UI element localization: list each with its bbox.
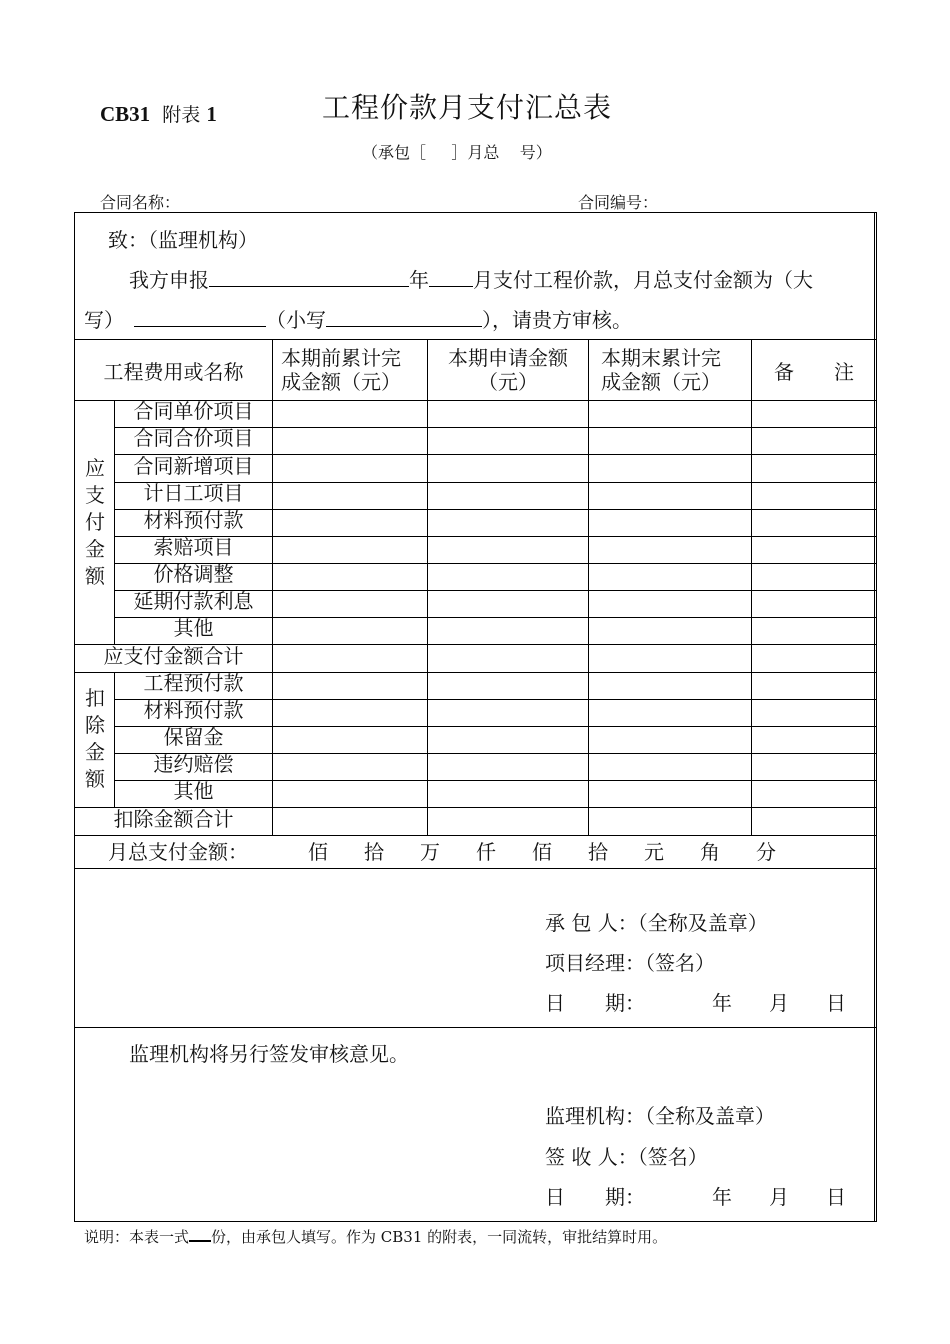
- contractor-month: 月: [769, 991, 789, 1015]
- unit-yuan: 元: [644, 840, 664, 864]
- unit-jiao: 角: [700, 840, 720, 864]
- payable-item: 计日工项目: [143, 481, 244, 505]
- year-blank[interactable]: [209, 268, 409, 287]
- header-prev-cumulative: 本期前累计完成金额（元）: [281, 346, 401, 394]
- unit-bai: 佰: [532, 840, 552, 864]
- payable-item: 合同新增项目: [133, 453, 254, 478]
- to-line: 致：（监理机构）: [108, 228, 258, 252]
- unit-bai: 佰: [308, 840, 328, 864]
- header-remark: 备 注: [774, 359, 854, 384]
- project-manager-label: 项目经理：（签名）: [545, 951, 715, 975]
- amount-figures-blank[interactable]: [326, 308, 482, 327]
- payable-item: 合同合价项目: [133, 426, 254, 450]
- payable-item: 合同单价项目: [133, 399, 254, 423]
- deduct-item: 工程预付款: [143, 671, 244, 695]
- supervisor-day: 日: [826, 1185, 846, 1209]
- deduct-item: 材料预付款: [143, 698, 244, 722]
- header-name: 工程费用或名称: [103, 359, 244, 384]
- payable-item: 索赔项目: [153, 535, 234, 559]
- declare-line-1: 我方申报 年 月支付工程价款，月总支付金额为（大: [129, 268, 813, 292]
- unit-shi: 拾: [364, 840, 384, 864]
- contractor-name-label: 承 包 人：（全称及盖章）: [545, 911, 768, 935]
- header-end-cumulative: 本期末累计完成金额（元）: [601, 346, 721, 394]
- copies-blank[interactable]: [189, 1227, 211, 1242]
- supervisor-name-label: 监理机构：（全称及盖章）: [545, 1104, 775, 1128]
- supervisor-year: 年: [712, 1185, 732, 1209]
- supervisor-opinion: 监理机构将另行签发审核意见。: [129, 1042, 409, 1066]
- supervisor-date-label: 日 期：: [545, 1185, 645, 1209]
- payable-item: 价格调整: [153, 562, 234, 586]
- payable-group-label: 应支付金额: [85, 456, 105, 588]
- supervisor-month: 月: [769, 1185, 789, 1209]
- deduct-item: 其他: [173, 779, 214, 803]
- unit-wan: 万: [420, 840, 440, 864]
- unit-qian: 仟: [476, 840, 496, 864]
- month-blank[interactable]: [429, 268, 473, 287]
- page-subtitle: （承包［ ］月总 号）: [362, 143, 552, 162]
- amount-words-blank[interactable]: [134, 308, 266, 327]
- payable-item: 材料预付款: [143, 508, 244, 532]
- declare-line-2: 写） （小写 ），请贵方审核。: [84, 308, 632, 332]
- footnote: 说明：本表一式 份，由承包人填写。作为 CB31 的附表，一同流转，审批结算时用。: [84, 1228, 668, 1246]
- contractor-year: 年: [712, 991, 732, 1015]
- monthly-total-label: 月总支付金额：: [108, 840, 248, 864]
- deduct-item: 保留金: [163, 725, 224, 749]
- deduct-group-label: 扣除金额: [85, 686, 105, 791]
- contract-name-label: 合同名称：: [100, 193, 181, 212]
- payable-item: 其他: [173, 616, 214, 640]
- payable-item: 延期付款利息: [133, 589, 254, 613]
- unit-fen: 分: [756, 840, 776, 864]
- page-title: 工程价款月支付汇总表: [322, 91, 613, 124]
- payable-total-label: 应支付金额合计: [103, 643, 244, 668]
- contract-number-label: 合同编号：: [578, 193, 659, 212]
- form-code: CB31 附表 1: [100, 102, 217, 126]
- deduct-total-label: 扣除金额合计: [113, 806, 234, 831]
- header-apply-amount: 本期申请金额（元）: [448, 346, 568, 394]
- contractor-date-label: 日 期：: [545, 991, 645, 1015]
- receiver-label: 签 收 人：（签名）: [545, 1145, 708, 1169]
- deduct-item: 违约赔偿: [153, 752, 234, 776]
- unit-shi: 拾: [588, 840, 608, 864]
- contractor-day: 日: [826, 991, 846, 1015]
